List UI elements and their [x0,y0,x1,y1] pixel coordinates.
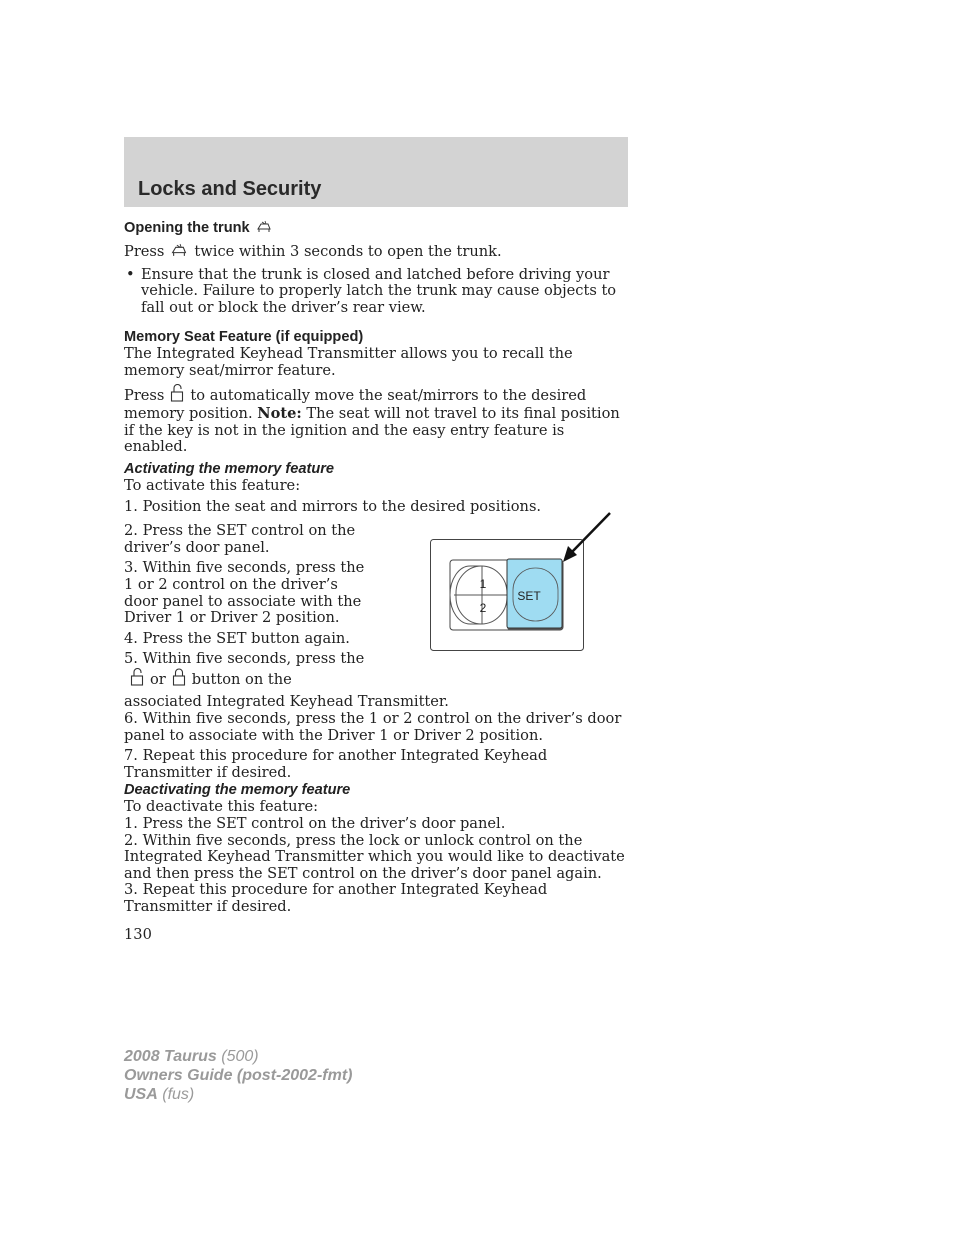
door-panel-memory-diagram [430,512,616,652]
note-label: Note: [257,405,302,423]
activating-step-5: 5. Within five seconds, press theor button on the [124,651,376,690]
trunk-warning-list [124,267,628,317]
heading-memory-seat: Memory Seat Feature (if equipped) [124,329,364,346]
heading-deactivating: Deactivating the memory feature [124,782,351,799]
trunk-instruction: Press twice within 3 seconds to open the trunk. [124,243,628,263]
deactivating-step-1: 1. Press the SET control on the driver’s door panel. [124,815,506,833]
pointer-arrow [571,513,610,553]
trunk-release-icon [256,220,272,239]
memory-1-label: 1 [479,577,487,591]
page-content [124,219,628,916]
page-number: 130 [124,926,152,943]
heading-activating: Activating the memory feature [124,460,335,477]
set-label: SET [517,589,541,603]
unlock-icon [130,668,144,691]
footer-model: 2008 Taurus [124,1048,217,1065]
activating-intro: To activate this feature: [124,476,301,494]
activating-step-2: 2. Press the SET control on the driver’s door panel. [124,522,356,556]
section-header-band [124,137,628,207]
heading-opening-trunk: Opening the trunk [124,219,628,239]
activating-step-1: 1. Position the seat and mirrors to the desired positions. [124,497,542,515]
list-item: • Ensure that the trunk is closed and latched before driving your vehicle. Failure to properly latch the trunk may cause objects to fall out or block the driver’s rear view. [124,267,628,317]
section-title: Locks and Security [138,178,322,200]
activating-step-6: 6. Within five seconds, press the 1 or 2 control on the driver’s door panel to associate with the Driver 1 or Driver 2 position. [124,710,622,744]
footer-market-code: (fus) [162,1086,195,1103]
deactivating-step-2: 2. Within five seconds, press the lock or unlock control on the Integrated Keyhead Transmitter which you would like to deactivate and then press the SET control on the driver’s door panel again. [124,831,625,882]
memory-2-label: 2 [479,601,487,615]
unlock-icon [170,384,184,407]
activating-step-3: 3. Within five seconds, press the 1 or 2 control on the driver’s door panel to associate with the Driver 1 or Driver 2 position. [124,559,365,627]
footer-guide: Owners Guide (post-2002-fmt) [124,1067,353,1084]
document-footer [124,1047,352,1104]
activating-step-7: 7. Repeat this procedure for another Integrated Keyhead Transmitter if desired. [124,747,548,781]
memory-instruction: Press to automatically move the seat/mirrors to the desired memory position. Note: The seat will not travel to its final position if the key is not in the ignition and the easy entry feature is enabled. [124,384,628,456]
lock-icon [172,668,186,691]
deactivating-intro: To deactivate this feature: [124,798,319,816]
activating-step-4: 4. Press the SET button again. [124,629,350,647]
footer-market: USA [124,1086,158,1103]
deactivating-step-3: 3. Repeat this procedure for another Integrated Keyhead Transmitter if desired. [124,881,548,915]
footer-model-code: (500) [221,1048,259,1065]
memory-intro: The Integrated Keyhead Transmitter allows you to recall the memory seat/mirror feature. [124,345,573,379]
activating-step-5-cont: associated Integrated Keyhead Transmitter. [124,693,449,711]
trunk-release-icon [170,243,188,263]
